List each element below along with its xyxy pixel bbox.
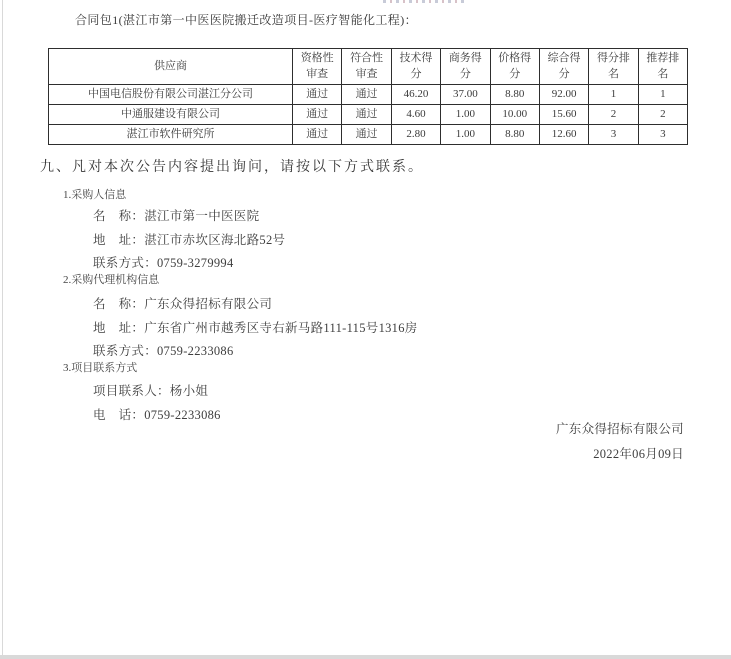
recommend-rank-cell: 1 xyxy=(638,85,687,105)
conformity-cell: 通过 xyxy=(342,125,391,145)
qualification-cell: 通过 xyxy=(293,125,342,145)
business-score-cell: 1.00 xyxy=(441,125,490,145)
header-price-score: 价格得分 xyxy=(490,49,539,85)
header-conformity-review: 符合性审查 xyxy=(342,49,391,85)
score-rank-cell: 3 xyxy=(589,125,638,145)
clipped-text-fragment xyxy=(383,0,465,3)
technical-score-cell: 46.20 xyxy=(391,85,440,105)
table-row xyxy=(49,85,688,105)
supplier-cell: 中国电信股份有限公司湛江分公司 xyxy=(49,85,293,105)
signoff-company: 广东众得招标有限公司 xyxy=(555,422,684,436)
technical-score-cell: 4.60 xyxy=(391,105,440,125)
purchaser-name-line: 名 称：湛江市第一中医医院 xyxy=(93,209,260,223)
qualification-cell: 通过 xyxy=(293,105,342,125)
header-business-score: 商务得分 xyxy=(441,49,490,85)
section-nine-heading: 九、凡对本次公告内容提出询问，请按以下方式联系。 xyxy=(40,160,424,175)
technical-score-cell: 2.80 xyxy=(391,125,440,145)
business-score-cell: 1.00 xyxy=(441,105,490,125)
score-rank-cell: 2 xyxy=(589,105,638,125)
header-score-rank: 得分排名 xyxy=(589,49,638,85)
supplier-cell: 湛江市软件研究所 xyxy=(49,125,293,145)
supplier-cell: 中通服建设有限公司 xyxy=(49,105,293,125)
project-contact-phone-line: 电 话：0759-2233086 xyxy=(93,408,221,422)
conformity-cell: 通过 xyxy=(342,85,391,105)
project-contact-person-line: 项目联系人：杨小姐 xyxy=(93,384,209,398)
purchaser-contact-line: 联系方式：0759-3279994 xyxy=(93,256,234,270)
purchaser-info-heading: 1.采购人信息 xyxy=(63,189,127,201)
business-score-cell: 37.00 xyxy=(441,85,490,105)
price-score-cell: 8.80 xyxy=(490,85,539,105)
project-contact-heading: 3.项目联系方式 xyxy=(63,362,138,374)
header-total-score: 综合得分 xyxy=(539,49,588,85)
evaluation-results-table xyxy=(48,48,688,145)
agency-contact-line: 联系方式：0759-2233086 xyxy=(93,344,234,358)
agency-name-line: 名 称：广东众得招标有限公司 xyxy=(93,297,273,311)
table-row xyxy=(49,125,688,145)
price-score-cell: 8.80 xyxy=(490,125,539,145)
qualification-cell: 通过 xyxy=(293,85,342,105)
purchaser-address-line: 地 址：湛江市赤坎区海北路52号 xyxy=(93,233,286,247)
score-rank-cell: 1 xyxy=(589,85,638,105)
table-header-row xyxy=(49,49,688,85)
conformity-cell: 通过 xyxy=(342,105,391,125)
total-score-cell: 12.60 xyxy=(539,125,588,145)
recommend-rank-cell: 2 xyxy=(638,105,687,125)
header-supplier: 供应商 xyxy=(49,49,293,85)
price-score-cell: 10.00 xyxy=(490,105,539,125)
header-recommend-rank: 推荐排名 xyxy=(638,49,687,85)
header-technical-score: 技术得分 xyxy=(391,49,440,85)
page-left-edge xyxy=(2,0,3,659)
total-score-cell: 15.60 xyxy=(539,105,588,125)
table-row xyxy=(49,105,688,125)
recommend-rank-cell: 3 xyxy=(638,125,687,145)
total-score-cell: 92.00 xyxy=(539,85,588,105)
signoff-date: 2022年06月09日 xyxy=(593,447,684,461)
agency-info-heading: 2.采购代理机构信息 xyxy=(63,274,160,286)
agency-address-line: 地 址：广东省广州市越秀区寺右新马路111-115号1316房 xyxy=(93,321,418,335)
page-bottom-edge xyxy=(0,655,731,659)
contract-package-title: 合同包1(湛江市第一中医医院搬迁改造项目-医疗智能化工程)： xyxy=(75,13,417,27)
header-qualification-review: 资格性审查 xyxy=(293,49,342,85)
